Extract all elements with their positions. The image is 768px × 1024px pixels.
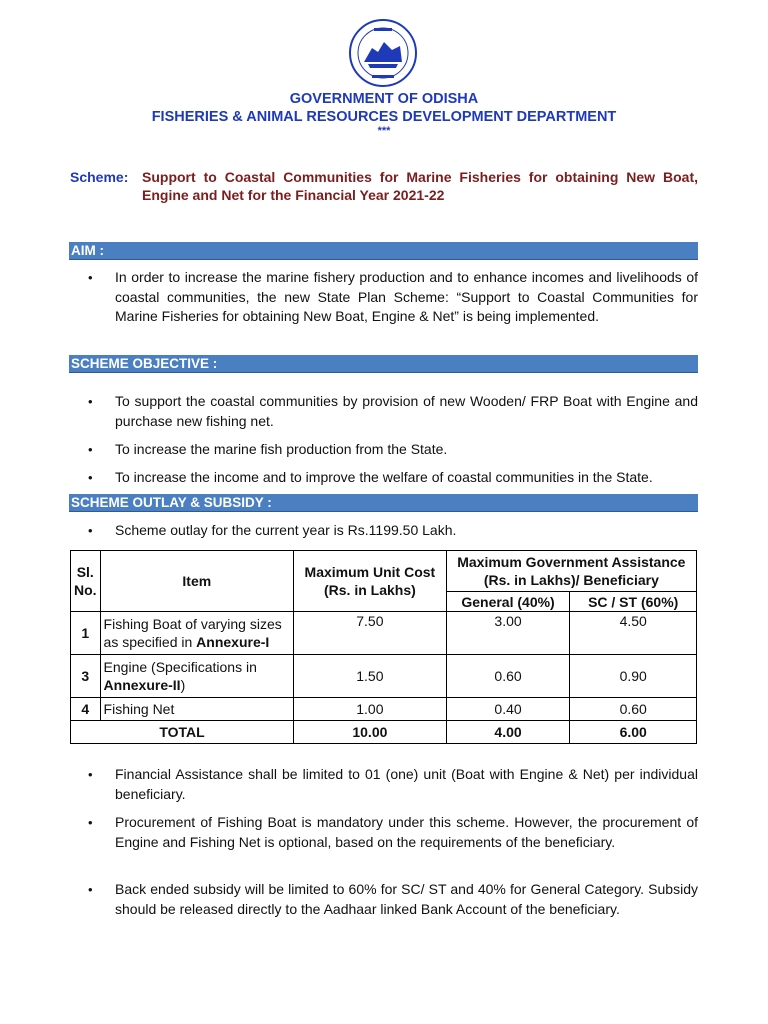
subsidy-table <box>70 550 697 744</box>
cell-item: Fishing Boat of varying sizes as specified in Annexure-I <box>100 612 294 655</box>
aim-bullet-text: In order to increase the marine fishery production and to enhance incomes and livelihoods of coastal communities, the new State Plan Scheme: “Support to Coastal Communities for Marine Fisheries for obtaining New Boat, Engine & Net” is being implemented. <box>115 269 698 324</box>
header-scst: SC / ST (60%) <box>570 592 697 612</box>
section-heading-objective: SCHEME OBJECTIVE : <box>69 355 698 373</box>
cell-total-cost: 10.00 <box>294 721 447 744</box>
cell-total-label: TOTAL <box>71 721 294 744</box>
table-total-row <box>71 721 697 744</box>
objective-bullet-text: To increase the income and to improve the welfare of coastal communities in the State. <box>115 469 653 485</box>
cell-scst: 0.90 <box>570 655 697 698</box>
cell-scst: 0.60 <box>570 698 697 721</box>
cell-sl: 3 <box>71 655 101 698</box>
cell-cost: 7.50 <box>294 612 447 655</box>
cell-cost: 1.00 <box>294 698 447 721</box>
note-bullet-text: Back ended subsidy will be limited to 60% for SC/ ST and 40% for General Category. Subsidy should be released directly to the Aadhaar linked Bank Account of the beneficiary. <box>115 881 698 917</box>
header-general: General (40%) <box>446 592 570 612</box>
header-assistance: Maximum Government Assistance (Rs. in Lakhs)/ Beneficiary <box>446 551 696 592</box>
cell-total-general: 4.00 <box>446 721 570 744</box>
objective-bullet-text: To support the coastal communities by provision of new Wooden/ FRP Boat with Engine and purchase new fishing net. <box>115 393 698 429</box>
cell-sl: 4 <box>71 698 101 721</box>
cell-general: 0.40 <box>446 698 570 721</box>
bullet-icon: • <box>88 394 93 409</box>
cell-scst: 4.50 <box>570 612 697 655</box>
outlay-bullet-text: Scheme outlay for the current year is Rs.1199.50 Lakh. <box>115 522 457 538</box>
objective-bullet-text: To increase the marine fish production from the State. <box>115 441 448 457</box>
header-item: Item <box>100 551 294 612</box>
bullet-icon: • <box>88 442 93 457</box>
note-bullet-text: Procurement of Fishing Boat is mandatory under this scheme. However, the procurement of Engine and Fishing Net is optional, based on the requirements of the beneficiary. <box>115 814 698 850</box>
note-bullet-text: Financial Assistance shall be limited to 01 (one) unit (Boat with Engine & Net) per individual beneficiary. <box>115 766 698 802</box>
page-header <box>0 90 768 136</box>
cell-total-scst: 6.00 <box>570 721 697 744</box>
cell-item: Engine (Specifications in Annexure-II) <box>100 655 294 698</box>
header-stars: *** <box>377 125 391 137</box>
header-sl-no: Sl. No. <box>71 551 101 612</box>
scheme-text: Support to Coastal Communities for Marine Fisheries for obtaining New Boat, Engine and Net for the Financial Year 2021-22 <box>142 169 698 203</box>
section-heading-aim: AIM : <box>69 242 698 260</box>
cell-general: 0.60 <box>446 655 570 698</box>
table-row <box>71 655 697 698</box>
scheme-label: Scheme: <box>70 169 129 185</box>
bullet-icon: • <box>88 815 93 830</box>
cell-cost: 1.50 <box>294 655 447 698</box>
header-government: GOVERNMENT OF ODISHA <box>289 91 479 107</box>
table-row <box>71 698 697 721</box>
cell-sl: 1 <box>71 612 101 655</box>
header-department: FISHERIES & ANIMAL RESOURCES DEVELOPMENT DEPARTMENT <box>151 109 617 125</box>
bullet-icon: • <box>88 270 93 285</box>
odisha-emblem-icon <box>348 18 418 88</box>
bullet-icon: • <box>88 882 93 897</box>
bullet-icon: • <box>88 767 93 782</box>
section-heading-outlay: SCHEME OUTLAY & SUBSIDY : <box>69 494 698 512</box>
bullet-icon: • <box>88 523 93 538</box>
cell-general: 3.00 <box>446 612 570 655</box>
table-row <box>71 612 697 655</box>
bullet-icon: • <box>88 470 93 485</box>
header-unit-cost: Maximum Unit Cost (Rs. in Lakhs) <box>294 551 447 612</box>
cell-item: Fishing Net <box>100 698 294 721</box>
